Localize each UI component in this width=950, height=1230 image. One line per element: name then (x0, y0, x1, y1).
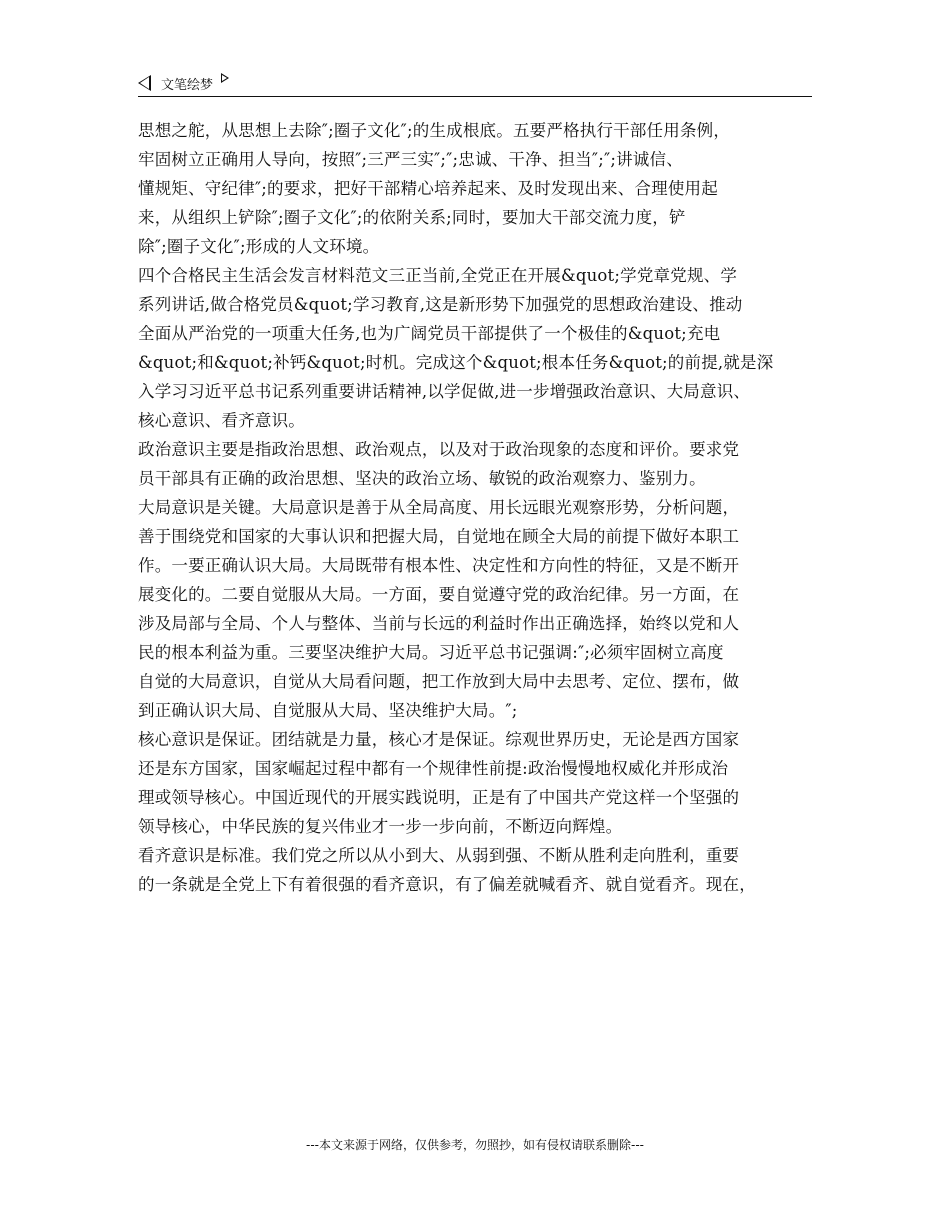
triangle-right-icon (221, 73, 229, 83)
text-line: 领导核心，中华民族的复兴伟业才一步一步向前，不断迈向辉煌。 (138, 817, 623, 836)
text-line: 民的根本利益为重。三要坚决维护大局。习近平总书记强调:″;必须牢固树立高度 (138, 643, 724, 662)
header-divider (138, 96, 812, 97)
text-line: 大局意识是关键。大局意识是善于从全局高度、用长远眼光观察形势，分析问题， (138, 498, 740, 517)
text-line: 核心意识是保证。团结就是力量，核心才是保证。综观世界历史，无论是西方国家 (138, 730, 740, 749)
text-line: 还是东方国家，国家崛起过程中都有一个规律性前提:政治慢慢地权威化并形成治 (138, 759, 729, 778)
text-line: 系列讲话,做合格党员&quot;学习教育,这是新形势下加强党的思想政治建设、推动 (138, 295, 743, 314)
text-line: 看齐意识是标准。我们党之所以从小到大、从弱到强、不断从胜利走向胜利，重要 (138, 846, 740, 865)
text-line: 入学习习近平总书记系列重要讲话精神,以学促做,进一步增强政治意识、大局意识、 (138, 382, 751, 401)
text-line: 除″;圈子文化″;形成的人文环境。 (138, 237, 380, 256)
text-line: 核心意识、看齐意识。 (138, 411, 305, 430)
text-line: 牢固树立正确用人导向，按照″;三严三实″;″;忠诚、干净、担当″;″;讲诚信、 (138, 150, 683, 169)
page-header (138, 70, 812, 96)
header-title: 文笔绘梦 (161, 77, 214, 93)
text-line: 作。一要正确认识大局。大局既带有根本性、决定性和方向性的特征，又是不断开 (138, 556, 740, 575)
text-line: 展变化的。二要自觉服从大局。一方面，要自觉遵守党的政治纪律。另一方面，在 (138, 585, 740, 604)
text-line: 涉及局部与全局、个人与整体、当前与长远的利益时作出正确选择，始终以党和人 (138, 614, 740, 633)
text-line: 全面从严治党的一项重大任务,也为广阔党员干部提供了一个极佳的&quot;充电 (138, 324, 721, 343)
text-line: 理或领导核心。中国近现代的开展实践说明，正是有了中国共产党这样一个坚强的 (138, 788, 740, 807)
footer-notice: ---本文来源于网络，仅供参考，勿照抄，如有侵权请联系删除--- (306, 1138, 644, 1152)
triangle-left-icon (138, 75, 151, 91)
text-line: 到正确认识大局、自觉服从大局、坚决维护大局。″; (138, 701, 518, 720)
text-line: 自觉的大局意识，自觉从大局看问题，把工作放到大局中去思考、定位、摆布，做 (138, 672, 740, 691)
text-line: 懂规矩、守纪律″;的要求，把好干部精心培养起来、及时发现出来、合理使用起 (138, 179, 718, 198)
text-line: &quot;和&quot;补钙&quot;时机。完成这个&quot;根本任务&quot;的前提,就是深 (138, 353, 774, 372)
document-body (138, 116, 828, 899)
text-line: 员干部具有正确的政治思想、坚决的政治立场、敏锐的政治观察力、鉴别力。 (138, 469, 706, 488)
text-line: 善于围绕党和国家的大事认识和把握大局，自觉地在顾全大局的前提下做好本职工 (138, 527, 740, 546)
text-line: 政治意识主要是指政治思想、政治观点，以及对于政治现象的态度和评价。要求党 (138, 440, 740, 459)
text-line: 思想之舵，从思想上去除″;圈子文化″;的生成根底。五要严格执行干部任用条例， (138, 121, 731, 140)
text-line: 来，从组织上铲除″;圈子文化″;的依附关系;同时，要加大干部交流力度，铲 (138, 208, 686, 227)
text-line: 四个合格民主生活会发言材料范文三正当前,全党正在开展&quot;学党章党规、学 (138, 266, 738, 285)
text-line: 的一条就是全党上下有着很强的看齐意识，有了偏差就喊看齐、就自觉看齐。现在， (138, 875, 756, 894)
